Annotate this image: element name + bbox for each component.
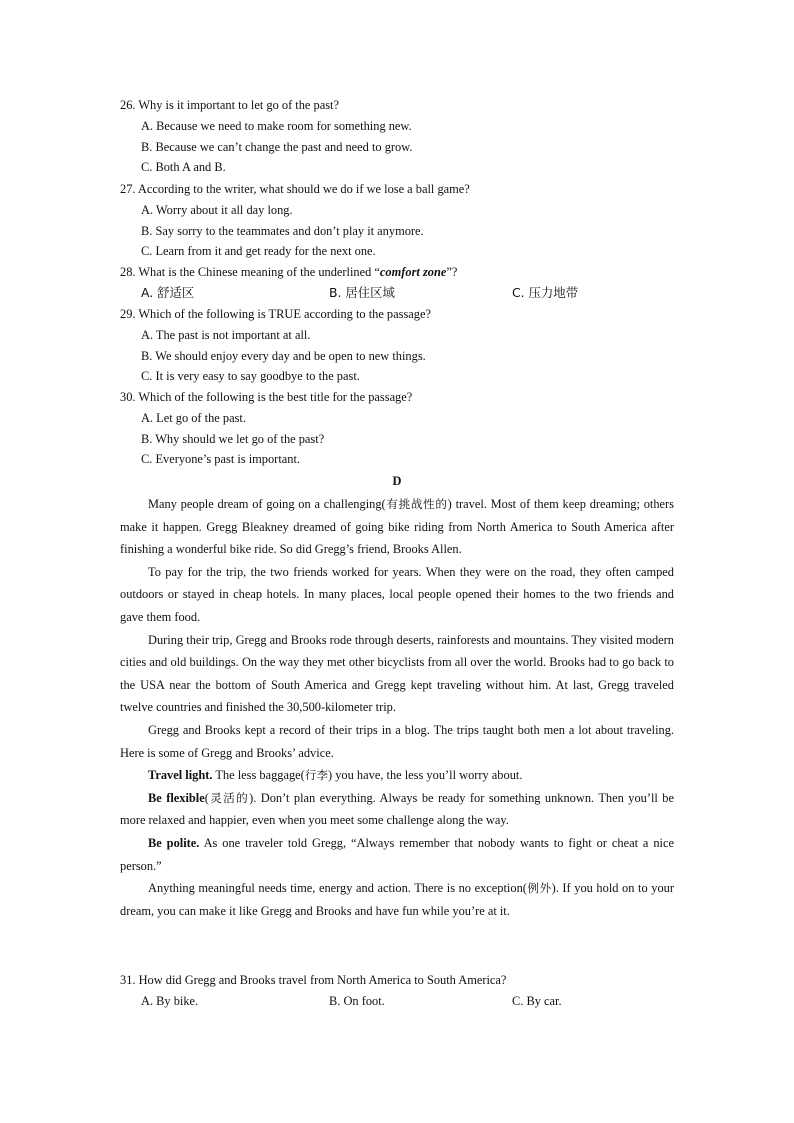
text: ) you have, the less you’ll worry about. (328, 768, 523, 783)
option: C. Learn from it and get ready for the next one. (141, 244, 376, 259)
paragraph: During their trip, Gregg and Brooks rode through deserts, rainforests and mountains. They visited modern cities and old buildings. On the way they met other bicyclists from all over the world. Brooks had to go back to the USA near the bottom of South America and Gregg kept traveling without him. At last, Gregg traveled twelve countries and finished the 30,500-kilometer trip. (120, 632, 674, 715)
option: A. The past is not important at all. (141, 327, 311, 342)
advice-travel-light (120, 764, 674, 787)
text: As one traveler told Gregg, “Always remember that nobody wants to fight or cheat a nice person.” (120, 835, 674, 873)
text: Anything meaningful needs time, energy and action. There is no exception( (148, 881, 527, 896)
question-stem: 31. How did Gregg and Brooks travel from North America to South America? (120, 973, 507, 987)
question-stem (120, 262, 457, 283)
option: B. Why should we let go of the past? (141, 431, 325, 446)
gloss: 有挑战性的 (385, 497, 448, 511)
question-30 (120, 387, 412, 470)
paragraph (120, 493, 674, 561)
reading-passage (120, 493, 674, 922)
option: A. By bike. (141, 993, 199, 1008)
option: C. Both A and B. (141, 160, 226, 175)
option: A. Worry about it all day long. (141, 202, 293, 217)
option: B. Because we can’t change the past and need to grow. (141, 139, 413, 154)
question-26 (120, 95, 412, 178)
gloss: 灵活的 (208, 790, 250, 805)
text: ). If you hold on to your dream, you can make it like Gregg and Brooks and have fun while you’re at it. (120, 881, 674, 918)
underlined-term: comfort zone (379, 265, 447, 279)
question-stem: 30. Which of the following is the best title for the passage? (120, 390, 413, 404)
question-stem: 27. According to the writer, what should we do if we lose a ball game? (120, 182, 470, 196)
gloss: 行李 (304, 768, 329, 783)
option: C. It is very easy to say goodbye to the past. (141, 369, 360, 384)
stem-before: 28. What is the Chinese meaning of the underlined “ (120, 265, 380, 279)
gloss: 例外 (526, 881, 552, 896)
option-row (120, 283, 579, 305)
paragraph: To pay for the trip, the two friends worked for years. When they were on the road, they often camped outdoors or stayed in cheap hotels. In many places, local people opened their homes to the two friends and gave them food. (120, 564, 674, 624)
option-row (120, 991, 562, 1013)
paragraph: Gregg and Brooks kept a record of their trips in a blog. The trips taught both men a lot about traveling. Here is some of Gregg and Brooks’ advice. (120, 722, 674, 760)
text: Many people dream of going on a challenging( (148, 497, 386, 511)
text: ( (204, 790, 209, 805)
question-27 (120, 179, 470, 262)
text: ). Don’t plan everything. Always be ready for something unknown. Then you’ll be more relaxed and happier, even when you meet some challenge along the way. (120, 790, 674, 828)
option: B. We should enjoy every day and be open to new things. (141, 348, 426, 363)
question-31 (120, 970, 562, 1013)
question-28 (120, 262, 579, 305)
option: B. On foot. (329, 993, 385, 1008)
advice-be-polite (120, 832, 674, 877)
question-stem: 26. Why is it important to let go of the past? (120, 98, 339, 112)
option: C. Everyone’s past is important. (141, 452, 300, 467)
advice-heading: Travel light. (148, 768, 213, 783)
option: A. Because we need to make room for something new. (141, 118, 412, 133)
option: A. 舒适区 (141, 284, 195, 300)
option: C. 压力地带 (512, 284, 579, 300)
paragraph (120, 877, 674, 922)
stem-after: ”? (446, 265, 458, 279)
option: B. 居住区域 (329, 284, 395, 300)
section-label: D (392, 474, 402, 488)
option: A. Let go of the past. (141, 410, 246, 425)
advice-heading: Be polite. (148, 835, 200, 850)
advice-heading: Be flexible (148, 790, 205, 805)
text: ) travel. Most of them keep dreaming; others make it happen. Gregg Bleakney dreamed of going bike riding from North America to South America after finishing a wonderful bike ride. So did Gregg’s friend, Brooks Allen. (120, 497, 674, 557)
option: B. Say sorry to the teammates and don’t play it anymore. (141, 223, 424, 238)
question-29 (120, 304, 431, 387)
advice-be-flexible (120, 787, 674, 832)
text: The less baggage( (212, 768, 305, 783)
option: C. By car. (512, 993, 562, 1008)
question-stem: 29. Which of the following is TRUE according to the passage? (120, 307, 431, 321)
